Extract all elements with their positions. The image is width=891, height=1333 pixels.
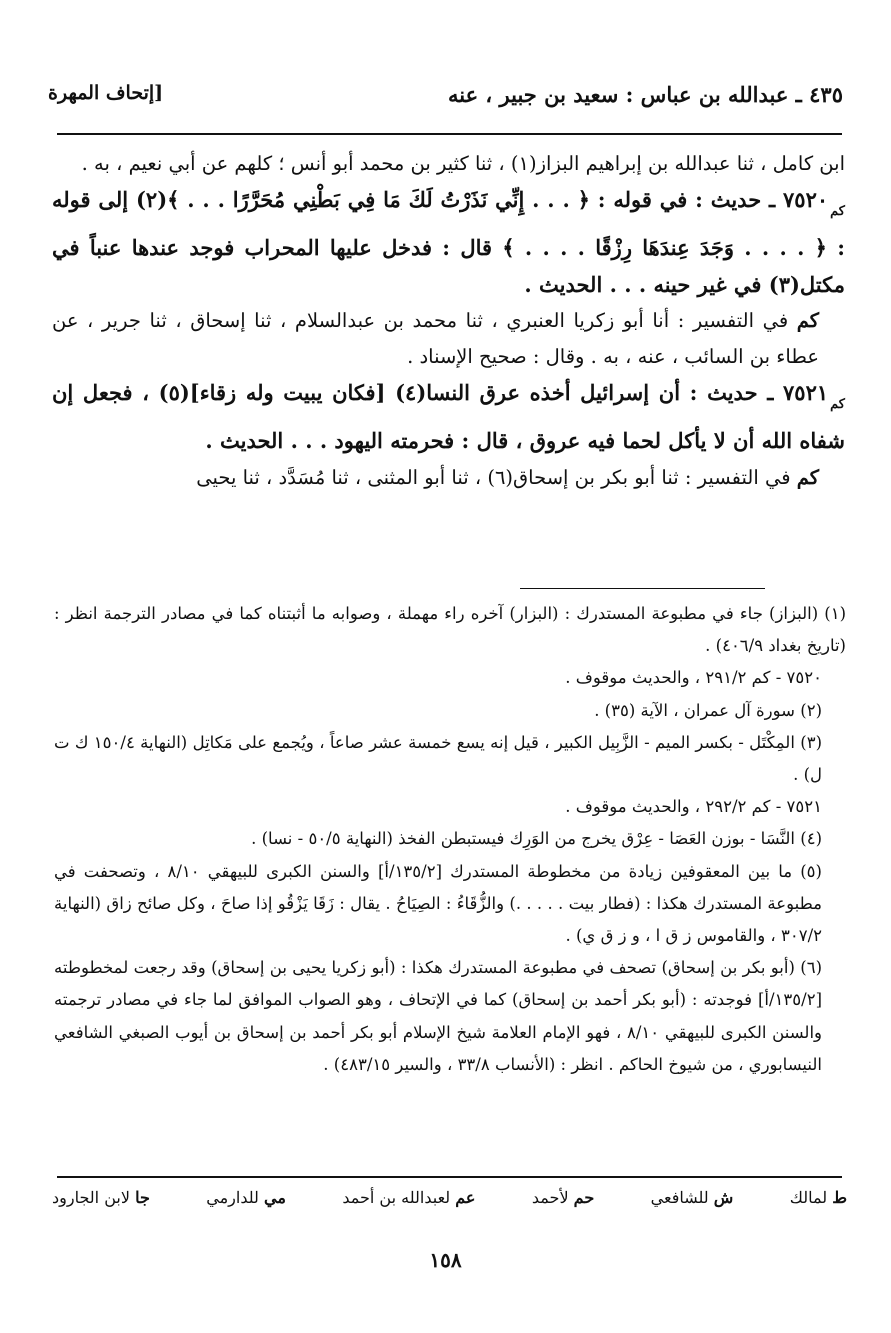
footnote-7521: ٧٥٢١ - كم ٢٩٢/٢ ، والحديث موقوف . xyxy=(565,797,822,817)
footnote-6: (٦) (أبو بكر بن إسحاق) تصحف في مطبوعة المستدرك هكذا : (أبو زكريا يحيى بن إسحاق) وقد رجعت لمخطوطته [١٣٥/٢/أ] فوجدته : (أبو بكر أحمد بن إسحاق) كما في الإتحاف ، وهو الصواب الموافق لما جاء في مصادر ترجمته والسنن الكبرى للبيهقي ٨/١٠ ، فهو الإمام العلامة شيخ الإسلام أبو بكر أحمد بن إسحاق بن أيوب الصبغي الشافعي النيسابوري ، من شيوخ الحاكم . انظر : (الأنساب ٣٣/٨ ، والسير ٤٨٣/١٥) . xyxy=(54,958,822,1074)
footnote-7520: ٧٥٢٠ - كم ٢٩١/٢ ، والحديث موقوف . xyxy=(565,668,822,688)
footnote-2: (٢) سورة آل عمران ، الآية (٣٥) . xyxy=(594,700,822,720)
paragraph-tafsir-1 xyxy=(52,303,845,375)
tafsir-1-text: في التفسير : أنا أبو زكريا العنبري ، ثنا محمد بن عبدالسلام ، ثنا إسحاق ، ثنا جرير ، عن عطاء بن السائب ، عنه ، به . وقال : صحيح الإسناد . xyxy=(52,308,819,369)
abbr-item: حم لأحمد xyxy=(531,1188,595,1207)
tafsir-2-text: في التفسير : ثنا أبو بكر بن إسحاق(٦) ، ثنا أبو المثنى ، ثنا مُسَدَّد ، ثنا يحيى xyxy=(196,465,791,489)
abbr-item: عم لعبدالله بن أحمد xyxy=(342,1188,476,1207)
book-title: [إتحاف المهرة xyxy=(48,82,164,104)
siglum: كم xyxy=(830,397,845,413)
footnote-5: (٥) ما بين المعقوفين زيادة من مخطوطة المستدرك [١٣٥/٢/أ] والسنن الكبرى للبيهقي ٨/١٠ ، وتصحفت في مطبوعة المستدرك هكذا : (فطار بيت . . . . .) والزُّقَاءُ : الصِيَاحُ . يقال : زَقَا يَزْقُو إذا صاحَ ، وكل صائح زاق (النهاية ٣٠٧/٢ ، والقاموس ز ق ا ، و ز ق ي) . xyxy=(54,861,822,946)
page-number: ١٥٨ xyxy=(429,1248,462,1272)
page-header xyxy=(48,82,843,116)
source-code: كم xyxy=(796,465,819,489)
abbr-item: ش للشافعي xyxy=(650,1188,734,1207)
hadith-7521-text: ٧٥٢١ ـ حديث : أن إسرائيل أخذه عرق النسا(٤) [فكان يبيت وله زقاء](٥) ، فجعل إن شفاه الله أن لا يأكل لحما فيه عروق ، قال : فحرمته اليهود . . . الحديث . xyxy=(52,380,845,454)
paragraph-tafsir-2 xyxy=(52,460,845,496)
paragraph-isnad: ابن كامل ، ثنا عبدالله بن إبراهيم البزاز(١) ، ثنا كثير بن محمد أبو أنس ؛ كلهم عن أبي نعيم ، به . xyxy=(81,152,845,175)
footnote-4: (٤) النَّسَا - بوزن العَصَا - عِرْق يخرج من الوَرِك فيستبطن الفخذ (النهاية ٥٠/٥ - نسا) . xyxy=(251,829,822,849)
hadith-7521 xyxy=(52,375,845,459)
footnote-3: (٣) المِكْتَل - بكسر الميم - الزَّبِيل الكبير ، قيل إنه يسع خمسة عشر صاعاً ، ويُجمع على مَكاتِل (النهاية ١٥٠/٤ ك ت ل) . xyxy=(54,732,823,785)
siglum: كم xyxy=(830,204,845,220)
header-rule xyxy=(57,133,842,135)
hadith-7520-text: ٧٥٢٠ ـ حديث : في قوله : ﴿ . . . إِنِّي نَذَرْتُ لَكَ مَا فِي بَطْنِي مُحَرَّرًا . . . ﴾(٢) إلى قوله : ﴿ . . . . وَجَدَ عِندَهَا رِزْقًا . . . . ﴾ قال : فدخل عليها المحراب فوجد عندها عنباً في مكتل(٣) في غير حينه . . . الحديث . xyxy=(52,187,845,297)
abbreviation-key xyxy=(52,1188,847,1218)
hadith-7520 xyxy=(52,182,845,303)
abbr-item: مي للدارمي xyxy=(206,1188,286,1207)
running-title: ٤٣٥ ـ عبدالله بن عباس : سعيد بن جبير ، عنه xyxy=(448,82,843,107)
footnote-1: (١) (البزاز) جاء في مطبوعة المستدرك : (البزار) آخره راء مهملة ، وصوابه ما أثبتناه كما في مصادر الترجمة انظر : (تاريخ بغداد ٤٠٦/٩) . xyxy=(54,604,846,656)
footnotes xyxy=(54,598,846,1081)
footnote-separator xyxy=(520,588,765,589)
source-code: كم xyxy=(796,308,819,332)
abbr-item: جا لابن الجارود xyxy=(52,1188,150,1207)
abbreviation-rule xyxy=(57,1176,842,1178)
abbr-item: ط لمالك xyxy=(789,1188,847,1207)
main-text xyxy=(52,146,845,496)
